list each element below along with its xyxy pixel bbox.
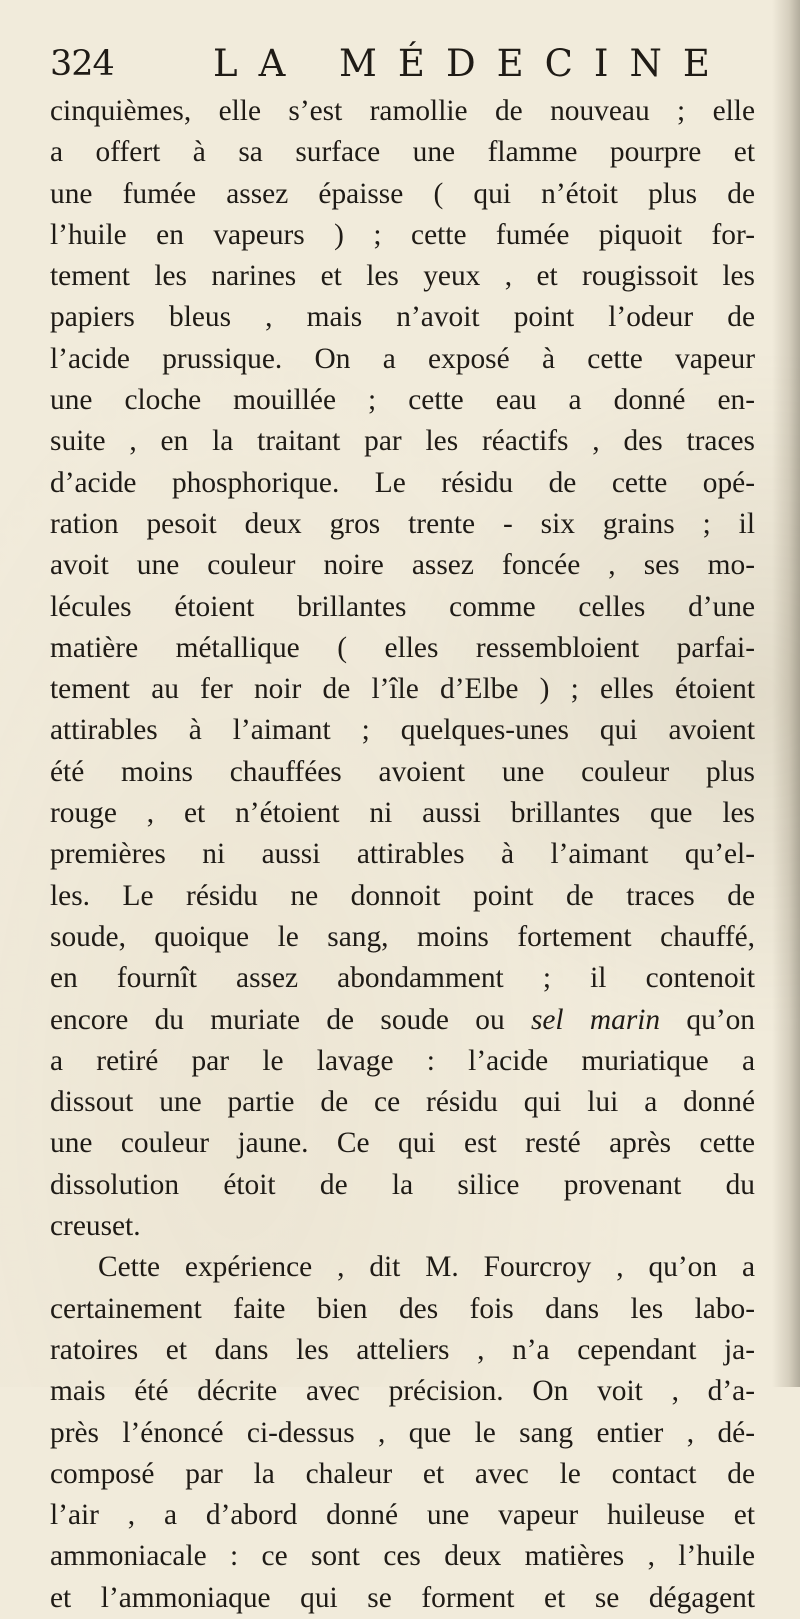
text-line: dissolution étoit de la silice provenant du	[50, 1168, 755, 1201]
text-line: l’air , a d’abord donné une vapeur huileuse et	[50, 1499, 755, 1532]
text-line: a retiré par le lavage : l’acide muriatique a	[50, 1044, 755, 1077]
text-line: certainement faite bien des fois dans les labo-	[50, 1292, 755, 1325]
text-line: Cette expérience , dit M. Fourcroy , qu’on a	[98, 1251, 755, 1284]
text-line: cinquièmes, elle s’est ramollie de nouveau ; elle	[50, 95, 755, 127]
text-line: avoit une couleur noire assez foncée , ses mo-	[50, 549, 755, 582]
page-number: 324	[50, 44, 114, 84]
text-line: ratoires et dans les atteliers , n’a cependant ja-	[50, 1333, 755, 1366]
text-line: une cloche mouillée ; cette eau a donné en-	[50, 384, 755, 417]
text-line: ammoniacale : ce sont ces deux matières , l’huile	[50, 1540, 755, 1573]
text-line: été moins chauffées avoient une couleur plus	[50, 755, 755, 788]
text-line: ration pesoit deux gros trente - six grains ; il	[50, 507, 755, 540]
running-title: LA MÉDECINE	[213, 42, 731, 85]
text-line: a offert à sa surface une flamme pourpre et	[50, 136, 755, 169]
text-line: tement les narines et les yeux , et rougissoit les	[50, 260, 755, 293]
text-line: attirables à l’aimant ; quelques-unes qui avoient	[50, 714, 755, 747]
text-line: et l’ammoniaque qui se forment et se dégagent	[50, 1581, 755, 1614]
text-line: soude, quoique le sang, moins fortement chauffé,	[50, 920, 755, 953]
text-line: une fumée assez épaisse ( qui n’étoit plus de	[50, 177, 755, 210]
body-text	[50, 91, 755, 1619]
text-line: les. Le résidu ne donnoit point de traces de	[50, 879, 755, 912]
text-line	[50, 1000, 755, 1041]
text-line: creuset.	[50, 1210, 141, 1243]
text-line: d’acide phosphorique. Le résidu de cette opé-	[50, 466, 755, 499]
text-line: matière métallique ( elles ressembloient parfai-	[50, 631, 755, 664]
italic-term: sel marin	[530, 1003, 661, 1036]
page-edge-shadow	[772, 0, 800, 1387]
text-line: premières ni aussi attirables à l’aimant qu’el-	[50, 838, 755, 871]
page-header	[50, 34, 750, 94]
text-line: rouge , et n’étoient ni aussi brillantes que les	[50, 797, 755, 830]
text-line: lécules étoient brillantes comme celles d’une	[50, 590, 755, 623]
text-line: en fournît assez abondamment ; il contenoit	[50, 962, 755, 995]
text-line: dissout une partie de ce résidu qui lui a donné	[50, 1086, 755, 1119]
text-line: mais été décrite avec précision. On voit , d’a-	[50, 1375, 755, 1408]
text-line: papiers bleus , mais n’avoit point l’odeur de	[50, 301, 755, 334]
text-line: tement au fer noir de l’île d’Elbe ) ; elles étoient	[50, 673, 755, 706]
text-line: suite , en la traitant par les réactifs , des traces	[50, 425, 755, 458]
text-line: l’huile en vapeurs ) ; cette fumée piquoit for-	[50, 218, 755, 251]
text-line: près l’énoncé ci-dessus , que le sang entier , dé-	[50, 1416, 755, 1449]
text-line: une couleur jaune. Ce qui est resté après cette	[50, 1127, 755, 1160]
text-line: composé par la chaleur et avec le contact de	[50, 1457, 755, 1490]
text-segment: encore du muriate de soude ou	[50, 1003, 531, 1036]
text-segment: qu’on	[660, 1003, 755, 1036]
text-line: l’acide prussique. On a exposé à cette vapeur	[50, 342, 755, 375]
